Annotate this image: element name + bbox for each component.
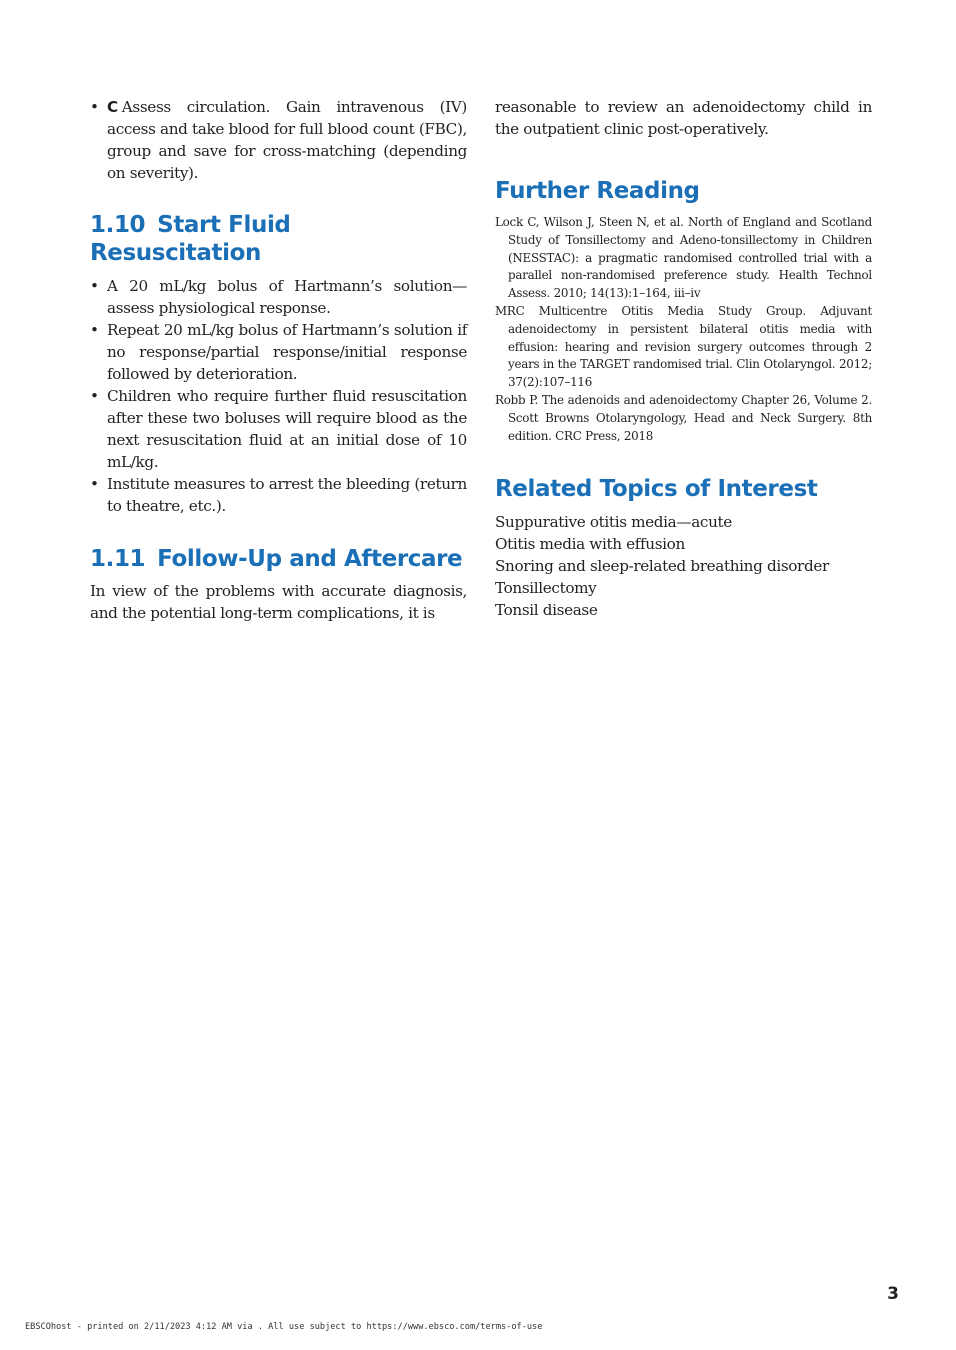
related-topics-list xyxy=(495,511,872,621)
section-number: 1.10 xyxy=(90,212,146,238)
bullet-text: Repeat 20 mL/kg bolus of Hartmann’s solution if no response/partial response/initial response followed by deterioration. xyxy=(107,321,467,383)
related-topics-heading: Related Topics of Interest xyxy=(495,476,818,503)
list-item xyxy=(90,473,467,517)
section-title: Start Fluid Resuscitation xyxy=(90,212,291,266)
fluid-resuscitation-bullet-list xyxy=(90,275,467,517)
aftercare-paragraph: In view of the problems with accurate diagnosis, and the potential long-term complications, it is xyxy=(90,582,467,622)
list-item: Tonsillectomy xyxy=(495,579,597,598)
print-footer: EBSCOhost - printed on 2/11/2023 4:12 AM via . All use subject to https://www.ebsco.com/terms-of-use xyxy=(25,1322,543,1332)
page-number: 3 xyxy=(887,1284,899,1304)
bullet-dot-icon: • xyxy=(90,98,99,116)
bullet-text: Institute measures to arrest the bleeding (return to theatre, etc.). xyxy=(107,475,467,515)
list-item: Suppurative otitis media—acute xyxy=(495,513,732,532)
bullet-text: Children who require further fluid resuscitation after these two boluses will require blood as the next resuscitation fluid at an initial dose of 10 mL/kg. xyxy=(107,387,467,471)
left-column xyxy=(90,96,467,624)
list-item: Otitis media with effusion xyxy=(495,535,685,554)
bullet-text: Assess circulation. Gain intravenous (IV) access and take blood for full blood count (FBC), group and save for cross-matching (depending on severity). xyxy=(107,98,467,182)
circulation-bullet-list xyxy=(90,96,467,184)
bullet-text: A 20 mL/kg bolus of Hartmann’s solution—assess physiological response. xyxy=(107,277,467,317)
bullet-dot-icon: • xyxy=(90,387,99,405)
reference-item: Lock C, Wilson J, Steen N, et al. North of England and Scotland Study of Tonsillectomy and Adeno-tonsillectomy in Children (NESSTAC): a pragmatic randomised controlled trial with a parallel non-randomised preference study. Health Technol Assess. 2010; 14(13):1–164, iii–iv xyxy=(495,215,872,301)
list-item: Tonsil disease xyxy=(495,601,598,620)
section-heading-1-10 xyxy=(90,211,467,267)
bullet-dot-icon: • xyxy=(90,321,99,339)
list-item xyxy=(90,319,467,385)
list-item: Snoring and sleep-related breathing disorder xyxy=(495,557,829,576)
aftercare-paragraph-continued: reasonable to review an adenoidectomy child in the outpatient clinic post-operatively. xyxy=(495,98,872,138)
bullet-dot-icon: • xyxy=(90,475,99,493)
bullet-lead-letter: C xyxy=(107,98,118,116)
reference-item: MRC Multicentre Otitis Media Study Group. Adjuvant adenoidectomy in persistent bilateral otitis media with effusion: hearing and revision surgery outcomes through 2 years in the TARGET randomised trial. Clin Otolaryngol. 2012; 37(2):107–116 xyxy=(495,303,872,390)
section-heading-1-11 xyxy=(90,545,467,573)
right-column xyxy=(495,96,872,621)
section-title: Follow-Up and Aftercare xyxy=(157,546,463,572)
bullet-c-assess-circulation xyxy=(90,96,467,184)
bullet-dot-icon: • xyxy=(90,277,99,295)
reference-item: Robb P. The adenoids and adenoidectomy Chapter 26, Volume 2. Scott Browns Otolaryngology, Head and Neck Surgery. 8th edition. CRC Press, 2018 xyxy=(495,392,872,443)
further-reading-heading: Further Reading xyxy=(495,178,700,204)
section-number: 1.11 xyxy=(90,546,146,572)
list-item xyxy=(90,275,467,319)
list-item xyxy=(90,385,467,473)
further-reading-list xyxy=(495,214,872,445)
